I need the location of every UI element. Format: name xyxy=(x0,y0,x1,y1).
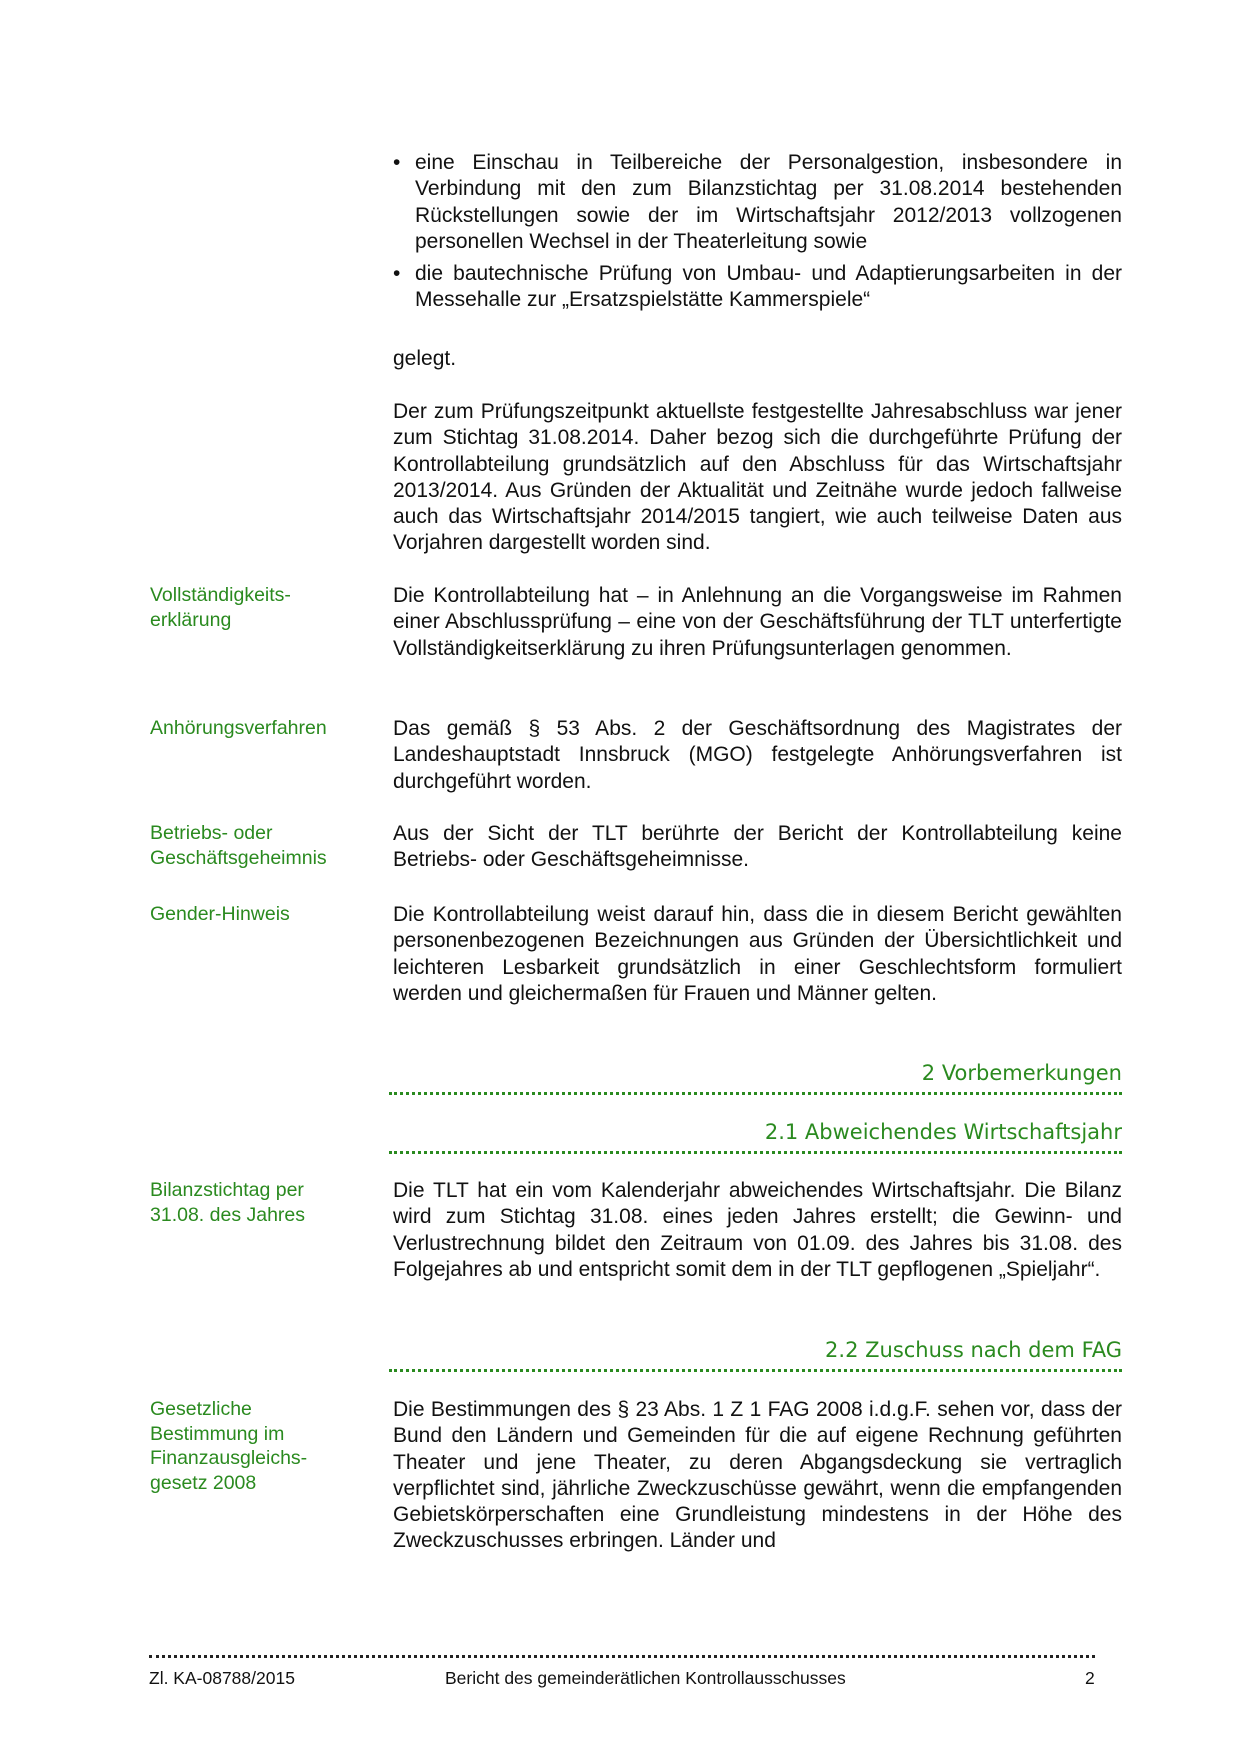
paragraph-vollstaendigkeit: Die Kontrollabteilung hat – in Anlehnung an die Vorgangsweise im Rahmen einer Abschlussprüfung – eine von der Geschäftsführung der TLT unterfertigte Vollständigkeitserklärung zu ihren Prüfungsunterlagen genommen. xyxy=(393,584,1122,660)
side-label-anhoerung: Anhörungsverfahren xyxy=(150,717,327,739)
side-label-fag: Gesetzliche Bestimmung im Finanzausgleichs- gesetz 2008 xyxy=(150,1398,308,1494)
footer-divider xyxy=(149,1655,1095,1658)
heading-zuschuss-fag: 2.2 Zuschuss nach dem FAG xyxy=(389,1337,1122,1372)
paragraph-geheimnis: Aus der Sicht der TLT berührte der Bericht der Kontrollabteilung keine Betriebs- oder Geschäftsgeheimnisse. xyxy=(393,822,1122,872)
side-label-bilanzstichtag: Bilanzstichtag per 31.08. des Jahres xyxy=(150,1179,306,1226)
side-label-geheimnis: Betriebs- oder Geschäftsgeheimnis xyxy=(150,822,327,869)
paragraph-stichtag: Der zum Prüfungszeitpunkt aktuellste festgestellte Jahresabschluss war jener zum Stichtag 31.08.2014. Daher bezog sich die durchgeführte Prüfung der Kontrollabteilung grundsätzlich auf den Abschluss für das Wirtschaftsjahr 2013/2014. Aus Gründen der Aktualität und Zeitnähe wurde jedoch fallweise auch das Wirtschaftsjahr 2014/2015 tangiert, wie auch teilweise Daten aus Vorjahren dargestellt worden sind. xyxy=(393,400,1122,555)
paragraph-anhoerung: Das gemäß § 53 Abs. 2 der Geschäftsordnung des Magistrates der Landeshauptstadt Innsbruck (MGO) festgelegte Anhörungsverfahren ist durchgeführt worden. xyxy=(393,717,1122,793)
paragraph-bilanzstichtag: Die TLT hat ein vom Kalenderjahr abweichendes Wirtschaftsjahr. Die Bilanz wird zum Stichtag 31.08. eines jeden Jahres erstellt; die Gewinn- und Verlustrechnung bildet den Zeitraum von 01.09. des Jahres bis 31.08. des Folgejahres ab und entspricht somit dem in der TLT gepflogenen „Spieljahr“. xyxy=(393,1179,1122,1281)
page-number: 2 xyxy=(1085,1668,1095,1688)
footer-title: Bericht des gemeinderätlichen Kontrollausschusses xyxy=(445,1668,846,1688)
side-label-vollstaendigkeit: Vollständigkeits- erklärung xyxy=(150,584,291,631)
footer-reference: Zl. KA-08788/2015 xyxy=(149,1668,295,1688)
heading-vorbemerkungen: 2 Vorbemerkungen xyxy=(389,1060,1122,1095)
heading-abweichendes-wirtschaftsjahr: 2.1 Abweichendes Wirtschaftsjahr xyxy=(389,1119,1122,1154)
gelegt-text: gelegt. xyxy=(393,347,457,370)
paragraph-fag: Die Bestimmungen des § 23 Abs. 1 Z 1 FAG 2008 i.d.g.F. sehen vor, dass der Bund den Ländern und Gemeinden für die auf eigene Rechnung geführten Theater und jene Theater, zu deren Abgangsdeckung sie vertraglich verpflichtet sind, jährliche Zweckzuschüsse gewährt, wenn die empfangenden Gebietskörperschaften eine Grundleistung mindestens in der Höhe des Zweckzuschusses erbringen. Länder und xyxy=(393,1398,1122,1553)
bullet-item: • eine Einschau in Teilbereiche der Personalgestion, insbesondere in Verbindung mit den zum Bilanzstichtag per 31.08.2014 bestehenden Rückstellungen sowie der im Wirtschaftsjahr 2012/2013 vollzogenen personellen Wechsel in der Theaterleitung sowie xyxy=(393,150,1122,255)
bullet-item: • die bautechnische Prüfung von Umbau- und Adaptierungsarbeiten in der Messehalle zur „Ersatzspielstätte Kammerspiele“ xyxy=(393,261,1122,314)
paragraph-gender: Die Kontrollabteilung weist darauf hin, dass die in diesem Bericht gewählten personenbezogenen Bezeichnungen aus Gründen der Übersichtlichkeit und leichteren Lesbarkeit grundsätzlich in einer Geschlechtsform formuliert werden und gleichermaßen für Frauen und Männer gelten. xyxy=(393,903,1122,1005)
bullet-list xyxy=(393,150,1122,320)
side-label-gender: Gender-Hinweis xyxy=(150,903,290,925)
